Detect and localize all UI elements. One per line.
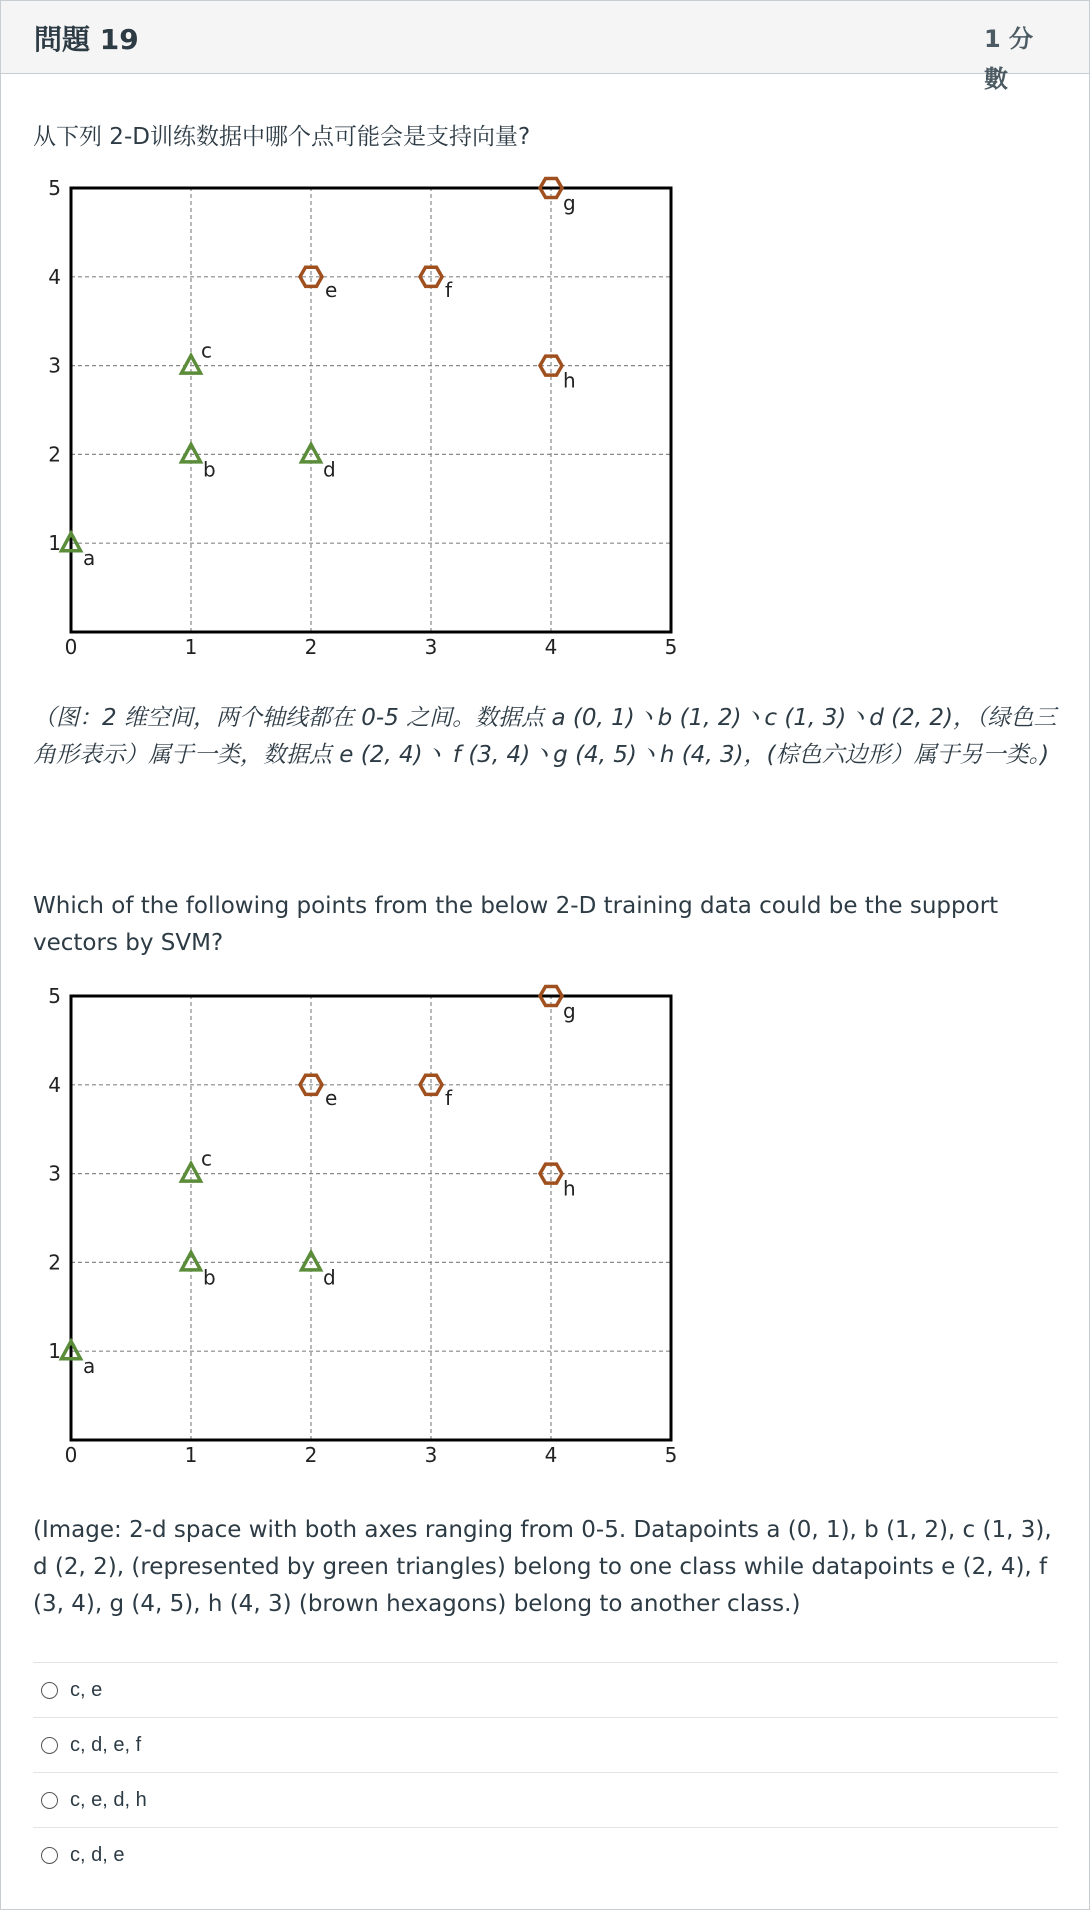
x-tick-label: 1 — [184, 635, 198, 659]
y-tick-label: 3 — [48, 353, 61, 378]
x-tick-label: 1 — [184, 1443, 198, 1467]
x-tick-label: 2 — [304, 1443, 318, 1467]
question-prompt-en: Which of the following points from the below 2-D training data could be the support vectors by SVM? — [33, 893, 999, 956]
x-tick-label: 5 — [664, 635, 678, 659]
question-caption-zh: （图：2 维空间，两个轴线都在 0-5 之间。数据点 a (0, 1)丶b (1, 2)丶c (1, 3)丶d (2, 2)，（绿色三角形表示）属于一类，数据点 e (2, 4)丶 f (3, 4)丶g (4, 5)丶h (4, 3)，(棕色六边形）属于另一类。) — [33, 705, 1057, 768]
point-label: f — [445, 277, 453, 302]
radio-button[interactable] — [41, 1682, 58, 1699]
point-label: f — [445, 1085, 453, 1110]
point-label: b — [203, 1265, 216, 1290]
radio-button[interactable] — [41, 1792, 58, 1809]
x-tick-label: 4 — [544, 635, 558, 659]
answer-option[interactable] — [33, 1662, 1058, 1717]
question-title: 問題 19 — [34, 23, 139, 56]
y-tick-label: 2 — [48, 442, 61, 467]
point-label: d — [323, 1265, 336, 1290]
question-prompt-zh: 从下列 2-D训练数据中哪个点可能会是支持向量? — [33, 124, 531, 150]
y-tick-label: 4 — [48, 264, 61, 289]
answer-option[interactable] — [33, 1772, 1058, 1827]
scatter-chart-en — [33, 982, 683, 1472]
answer-option[interactable] — [33, 1717, 1058, 1772]
answer-label: c, e, d, h — [70, 1788, 147, 1811]
y-tick-label: 5 — [48, 984, 61, 1008]
radio-button[interactable] — [41, 1847, 58, 1864]
radio-button[interactable] — [41, 1737, 58, 1754]
y-tick-label: 1 — [48, 1339, 61, 1364]
y-tick-label: 1 — [48, 531, 61, 556]
plot-frame — [71, 188, 671, 632]
x-tick-label: 4 — [544, 1443, 558, 1467]
answer-label: c, e — [70, 1678, 103, 1701]
point-label: c — [201, 338, 212, 363]
plot-frame — [71, 996, 671, 1440]
x-tick-label: 3 — [424, 635, 438, 659]
point-label: g — [563, 999, 576, 1023]
point-label: h — [563, 1176, 576, 1201]
answer-list — [33, 1662, 1058, 1882]
answer-option[interactable] — [33, 1827, 1058, 1882]
question-caption-en: (Image: 2-d space with both axes ranging from 0-5. Datapoints a (0, 1), b (1, 2), c (1, 3), d (2, 2), (represented by green triangles) belong to one class while datapoints e (2, 4), f (3, 4), g (4, 5), h (4, 3) (brown hexagons) belong to another class.) — [33, 1517, 1052, 1617]
x-tick-label: 3 — [424, 1443, 438, 1467]
point-label: a — [83, 1354, 96, 1379]
point-label: h — [563, 368, 576, 393]
scatter-chart-zh — [33, 174, 683, 664]
point-label: b — [203, 457, 216, 482]
point-label: d — [323, 457, 336, 482]
y-tick-label: 5 — [48, 176, 61, 200]
question-header — [1, 1, 1089, 93]
x-tick-label: 2 — [304, 635, 318, 659]
point-label: e — [325, 277, 338, 302]
point-label: e — [325, 1085, 338, 1110]
question-points: 1 分數 — [984, 25, 1034, 93]
answer-label: c, d, e, f — [70, 1733, 142, 1756]
y-tick-label: 3 — [48, 1161, 61, 1186]
y-tick-label: 4 — [48, 1072, 61, 1097]
x-tick-label: 0 — [64, 635, 78, 659]
point-label: a — [83, 546, 96, 571]
y-tick-label: 2 — [48, 1250, 61, 1275]
point-label: c — [201, 1146, 212, 1171]
answer-label: c, d, e — [70, 1843, 125, 1866]
x-tick-label: 5 — [664, 1443, 678, 1467]
x-tick-label: 0 — [64, 1443, 78, 1467]
point-label: g — [563, 191, 576, 215]
